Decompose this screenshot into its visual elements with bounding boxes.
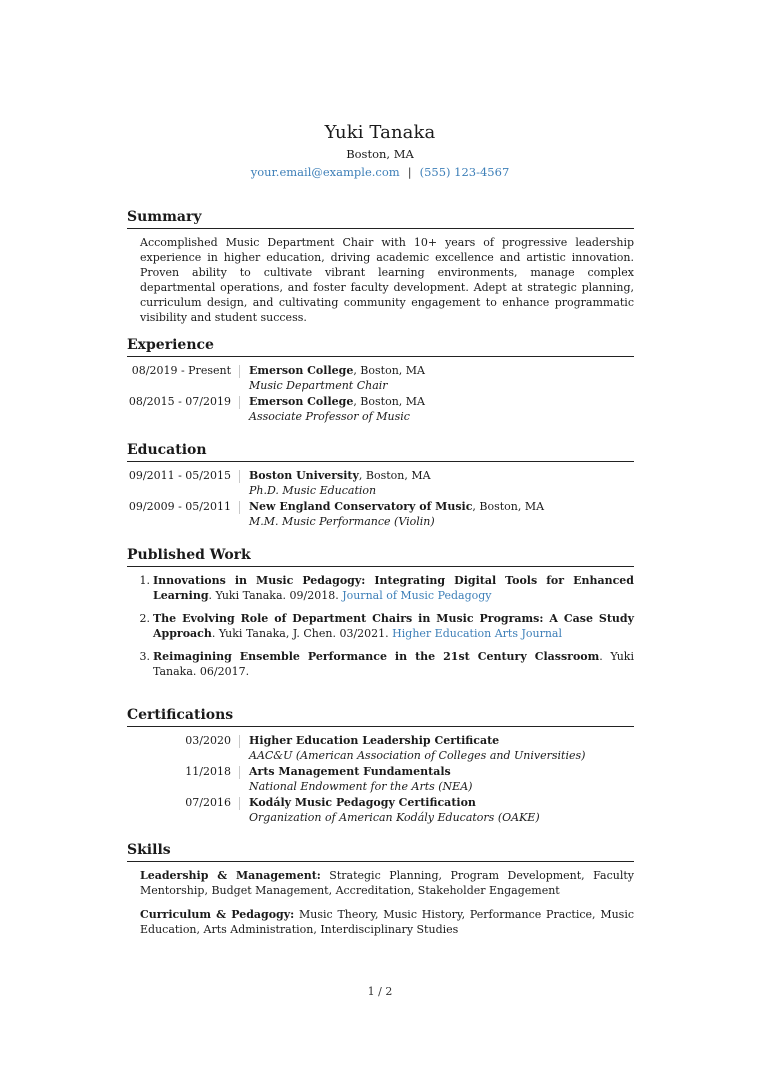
publication-details: . Yuki Tanaka, J. Chen. 03/2021.: [211, 627, 393, 640]
entry-location: , Boston, MA: [358, 469, 431, 482]
certification-name: Arts Management Fundamentals: [249, 765, 451, 778]
certification-issuer: Organization of American Kodály Educators (OAKE): [249, 811, 540, 824]
summary-section: [127, 208, 634, 325]
publication-item: [127, 611, 634, 641]
phone-link[interactable]: (555) 123-4567: [419, 165, 510, 179]
entry-degree: M.M. Music Performance (Violin): [249, 515, 435, 528]
education-entry: [127, 468, 634, 498]
email-link[interactable]: your.email@example.com: [250, 165, 400, 179]
entry-divider: [239, 797, 240, 810]
page-number: 1 / 2: [367, 985, 393, 998]
certification-entry: [127, 795, 634, 825]
entry-dates: 08/2015 - 07/2019: [128, 395, 231, 408]
skill-group: [140, 868, 634, 898]
certification-date: 03/2020: [185, 734, 231, 747]
certification-date: 11/2018: [185, 765, 231, 778]
entry-dates: 09/2009 - 05/2011: [128, 500, 231, 513]
entry-divider: [239, 735, 240, 748]
publication-details: . Yuki Tanaka. 09/2018.: [208, 589, 343, 602]
publication-number: 3.: [139, 650, 150, 663]
section-title: Experience: [127, 336, 634, 357]
certification-date: 07/2016: [185, 796, 231, 809]
entry-divider: [239, 365, 240, 378]
certification-issuer: AAC&U (American Association of Colleges and Universities): [249, 749, 586, 762]
contact-line: [0, 164, 760, 180]
entry-divider: [239, 470, 240, 483]
publication-venue-link[interactable]: Journal of Music Pedagogy: [342, 589, 492, 602]
entry-organization: Emerson College: [249, 364, 354, 377]
candidate-name: Yuki Tanaka: [324, 122, 436, 143]
skill-category: Leadership & Management:: [140, 869, 321, 882]
entry-degree: Ph.D. Music Education: [249, 484, 377, 497]
entry-role: Associate Professor of Music: [249, 410, 410, 423]
education-entry: [127, 499, 634, 529]
entry-divider: [239, 766, 240, 779]
skill-group: [140, 907, 634, 937]
section-title: Skills: [127, 841, 634, 862]
certifications-section: [127, 706, 634, 825]
experience-entry: [127, 394, 634, 424]
publications-section: [127, 546, 634, 687]
publication-venue-link[interactable]: Higher Education Arts Journal: [392, 627, 562, 640]
entry-divider: [239, 501, 240, 514]
section-title: Published Work: [127, 546, 634, 567]
summary-text: Accomplished Music Department Chair with 10+ years of progressive leadership experience in higher education, driving academic excellence and artistic innovation. Proven ability to cultivate vibrant learning environments, manage complex departmental operations, and foster faculty development. Adept at strategic planning, curriculum design, and cultivating community engagement to enhance programmatic visibility and student success.: [140, 236, 634, 324]
section-title: Education: [127, 441, 634, 462]
skills-section: [127, 841, 634, 937]
entry-location: , Boston, MA: [472, 500, 545, 513]
certification-issuer: National Endowment for the Arts (NEA): [249, 780, 473, 793]
contact-separator: |: [407, 165, 412, 179]
section-title: Certifications: [127, 706, 634, 727]
publication-details: . Yuki Tanaka. 06/2017.: [153, 650, 634, 678]
entry-dates: 08/2019 - Present: [131, 364, 231, 377]
entry-organization: Boston University: [249, 469, 359, 482]
entry-organization: Emerson College: [249, 395, 354, 408]
section-title: Summary: [127, 208, 634, 229]
publication-item: [127, 649, 634, 679]
certification-name: Kodály Music Pedagogy Certification: [249, 796, 476, 809]
entry-role: Music Department Chair: [249, 379, 388, 392]
entry-divider: [239, 396, 240, 409]
experience-entry: [127, 363, 634, 393]
certification-name: Higher Education Leadership Certificate: [249, 734, 500, 747]
certification-entry: [127, 764, 634, 794]
candidate-location: Boston, MA: [346, 147, 414, 161]
publication-title: The Evolving Role of Department Chairs in Music Programs: A Case Study Approach: [153, 612, 634, 640]
entry-location: , Boston, MA: [353, 395, 425, 408]
entry-dates: 09/2011 - 05/2015: [128, 469, 231, 482]
skill-list: Music Theory, Music History, Performance Practice, Music Education, Arts Administration, Interdisciplinary Studies: [140, 908, 634, 936]
education-section: [127, 441, 634, 529]
entry-location: , Boston, MA: [353, 364, 425, 377]
publication-number: 1.: [139, 574, 150, 587]
publication-title: Innovations in Music Pedagogy: Integrating Digital Tools for Enhanced Learning: [153, 574, 634, 602]
certification-entry: [127, 733, 634, 763]
resume-header: [0, 122, 760, 180]
publication-item: [127, 573, 634, 603]
publication-title: Reimagining Ensemble Performance in the 21st Century Classroom: [153, 650, 600, 663]
publication-number: 2.: [139, 612, 150, 625]
experience-section: [127, 336, 634, 424]
skill-list: Strategic Planning, Program Development, Faculty Mentorship, Budget Management, Accreditation, Stakeholder Engagement: [140, 869, 634, 897]
entry-organization: New England Conservatory of Music: [249, 500, 473, 513]
skill-category: Curriculum & Pedagogy:: [140, 908, 295, 921]
publications-list: [127, 573, 634, 679]
